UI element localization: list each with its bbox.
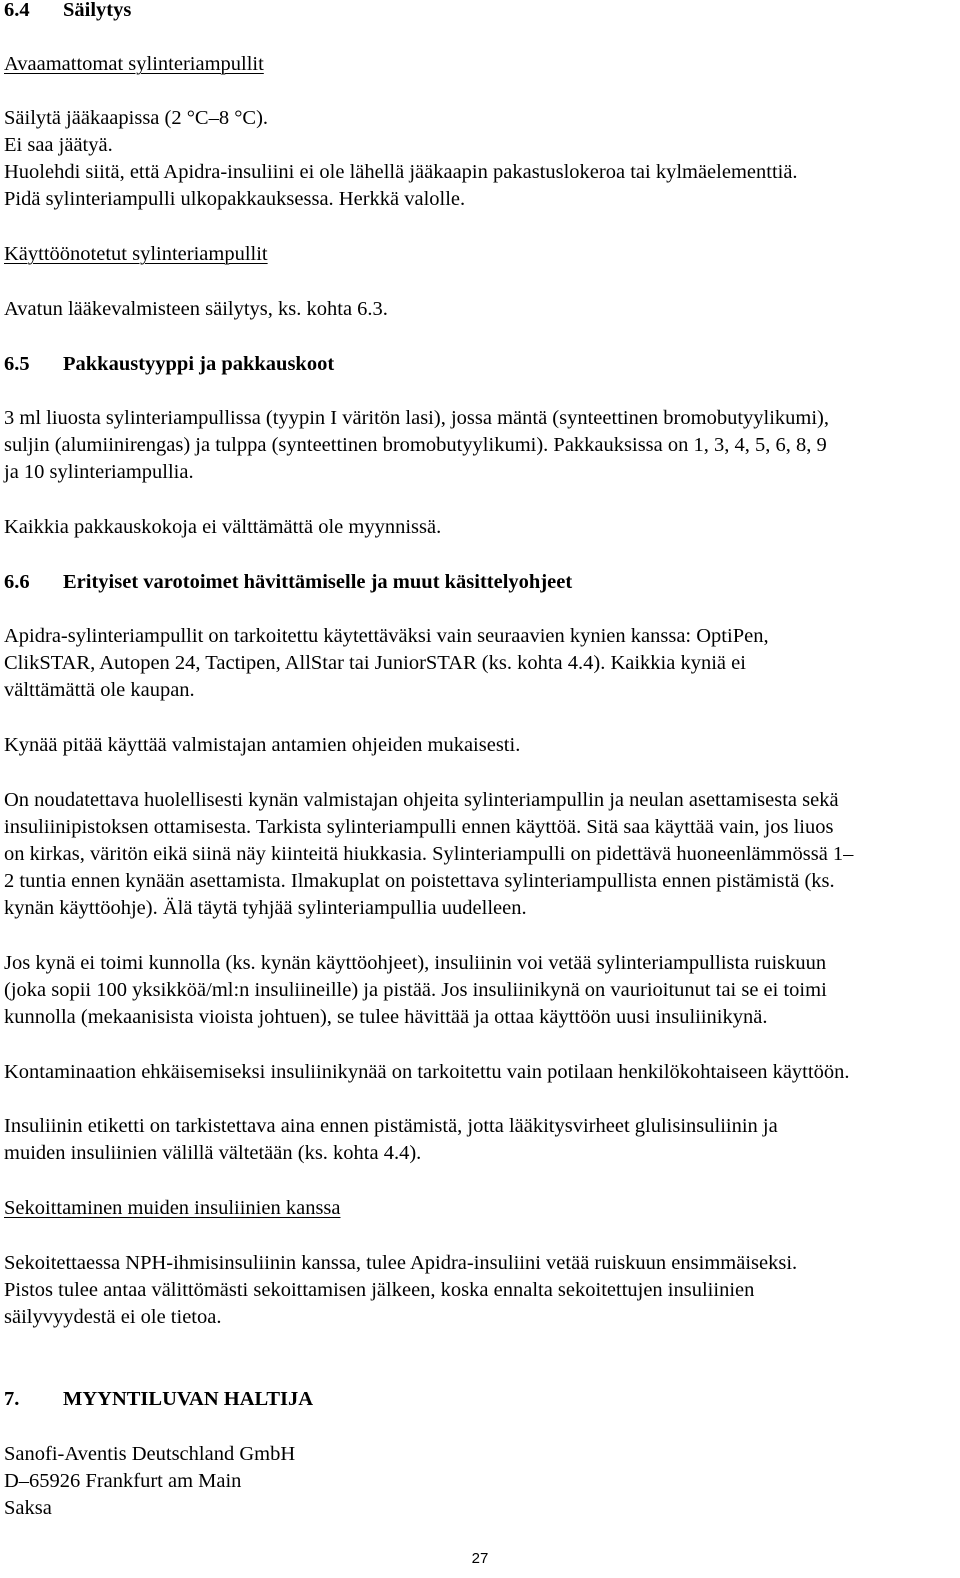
- handling-line: insuliinipistoksen ottamisesta. Tarkista sylinteriampulli ennen käyttöä. Sitä saa käyttää vain, jos liuos: [4, 816, 834, 838]
- handling-line: on kirkas, väritön eikä siinä näy kiinteitä hiukkasia. Sylinteriampulli on pidettävä huoneenlämmössä 1–: [4, 843, 854, 865]
- section-title: Erityiset varotoimet hävittämiselle ja muut käsittelyohjeet: [63, 571, 573, 593]
- section-title: Pakkaustyyppi ja pakkauskoot: [63, 353, 335, 375]
- handling-line: On noudatettava huolellisesti kynän valmistajan ohjeita sylinteriampullin ja neulan asettamisesta sekä: [4, 789, 839, 811]
- storage-line: Ei saa jäätyä.: [4, 134, 113, 156]
- package-line: ja 10 sylinteriampullia.: [4, 461, 194, 483]
- mixing-line: säilyvyydestä ei ole tietoa.: [4, 1306, 222, 1328]
- pen-failure-line: (joka sopii 100 yksikköä/ml:n insuliineille) ja pistää. Jos insuliinikynä on vaurioitunut tai se ei toimi: [4, 979, 827, 1001]
- storage-line: Pidä sylinteriampulli ulkopakkauksessa. Herkkä valolle.: [4, 188, 466, 210]
- opened-storage-text: Avatun lääkevalmisteen säilytys, ks. kohta 6.3.: [4, 298, 388, 320]
- package-availability-note: Kaikkia pakkauskokoja ei välttämättä ole myynnissä.: [4, 516, 442, 538]
- section-number: 7.: [4, 1388, 20, 1410]
- handling-line: 2 tuntia ennen kynään asettamista. Ilmakuplat on poistettava sylinteriampullista ennen pistämistä (ks.: [4, 870, 835, 892]
- section-6-4-heading: [4, 0, 131, 21]
- pen-failure-line: kunnolla (mekaanisista vioista johtuen), se tulee hävittää ja ottaa käyttöön uusi insuliinikynä.: [4, 1006, 768, 1028]
- pens-line: Apidra-sylinteriampullit on tarkoitettu käytettäväksi vain seuraavien kynien kanssa: OptiPen,: [4, 625, 769, 647]
- section-number: 6.4: [4, 0, 30, 21]
- section-6-5-heading: [4, 354, 334, 375]
- section-6-6-heading: [4, 572, 572, 593]
- mixing-line: Pistos tulee antaa välittömästi sekoittamisen jälkeen, koska ennalta sekoitettujen insuliinien: [4, 1279, 755, 1301]
- contamination-note: Kontaminaation ehkäisemiseksi insuliinikynää on tarkoitettu vain potilaan henkilökohtaiseen käyttöön.: [4, 1061, 850, 1083]
- pens-line: ClikSTAR, Autopen 24, Tactipen, AllStar tai JuniorSTAR (ks. kohta 4.4). Kaikkia kyniä ei: [4, 652, 746, 674]
- page-number: 27: [471, 1550, 489, 1567]
- subheading-mixing: Sekoittaminen muiden insuliinien kanssa: [4, 1197, 341, 1219]
- pen-failure-line: Jos kynä ei toimi kunnolla (ks. kynän käyttöohjeet), insuliinin voi vetää sylinteriampullista ruiskuun: [4, 952, 827, 974]
- handling-line: kynän käyttöohje). Älä täytä tyhjää sylinteriampullia uudelleen.: [4, 897, 527, 919]
- pens-line: välttämättä ole kaupan.: [4, 679, 195, 701]
- package-line: suljin (alumiinirengas) ja tulppa (synteettinen bromobutyylikumi). Pakkauksissa on 1, 3, 4, 5, 6, 8, 9: [4, 434, 827, 456]
- mixing-line: Sekoitettaessa NPH-ihmisinsuliinin kanssa, tulee Apidra-insuliini vetää ruiskuun ensimmäiseksi.: [4, 1252, 798, 1274]
- holder-address-line: D–65926 Frankfurt am Main: [4, 1470, 242, 1492]
- label-check-line: Insuliinin etiketti on tarkistettava aina ennen pistämistä, jotta lääkitysvirheet glulisinsuliinin ja: [4, 1115, 778, 1137]
- holder-address-line: Saksa: [4, 1497, 52, 1519]
- subheading-unopened-cartridges: Avaamattomat sylinteriampullit: [4, 53, 264, 75]
- section-title: Säilytys: [63, 0, 132, 21]
- subheading-opened-cartridges: Käyttöönotetut sylinteriampullit: [4, 243, 268, 265]
- section-title: MYYNTILUVAN HALTIJA: [63, 1388, 314, 1410]
- section-number: 6.5: [4, 353, 30, 375]
- storage-line: Huolehdi siitä, että Apidra-insuliini ei ole lähellä jääkaapin pakastuslokeroa tai kylmäelementtiä.: [4, 161, 798, 183]
- holder-address-line: Sanofi-Aventis Deutschland GmbH: [4, 1443, 296, 1465]
- section-7-heading: [4, 1389, 313, 1410]
- section-number: 6.6: [4, 571, 30, 593]
- manufacturer-instructions-note: Kynää pitää käyttää valmistajan antamien ohjeiden mukaisesti.: [4, 734, 521, 756]
- label-check-line: muiden insuliinien välillä vältetään (ks. kohta 4.4).: [4, 1142, 422, 1164]
- storage-line: Säilytä jääkaapissa (2 °C–8 °C).: [4, 107, 269, 129]
- package-line: 3 ml liuosta sylinteriampullissa (tyypin I väritön lasi), jossa mäntä (synteettinen bromobutyylikumi),: [4, 407, 830, 429]
